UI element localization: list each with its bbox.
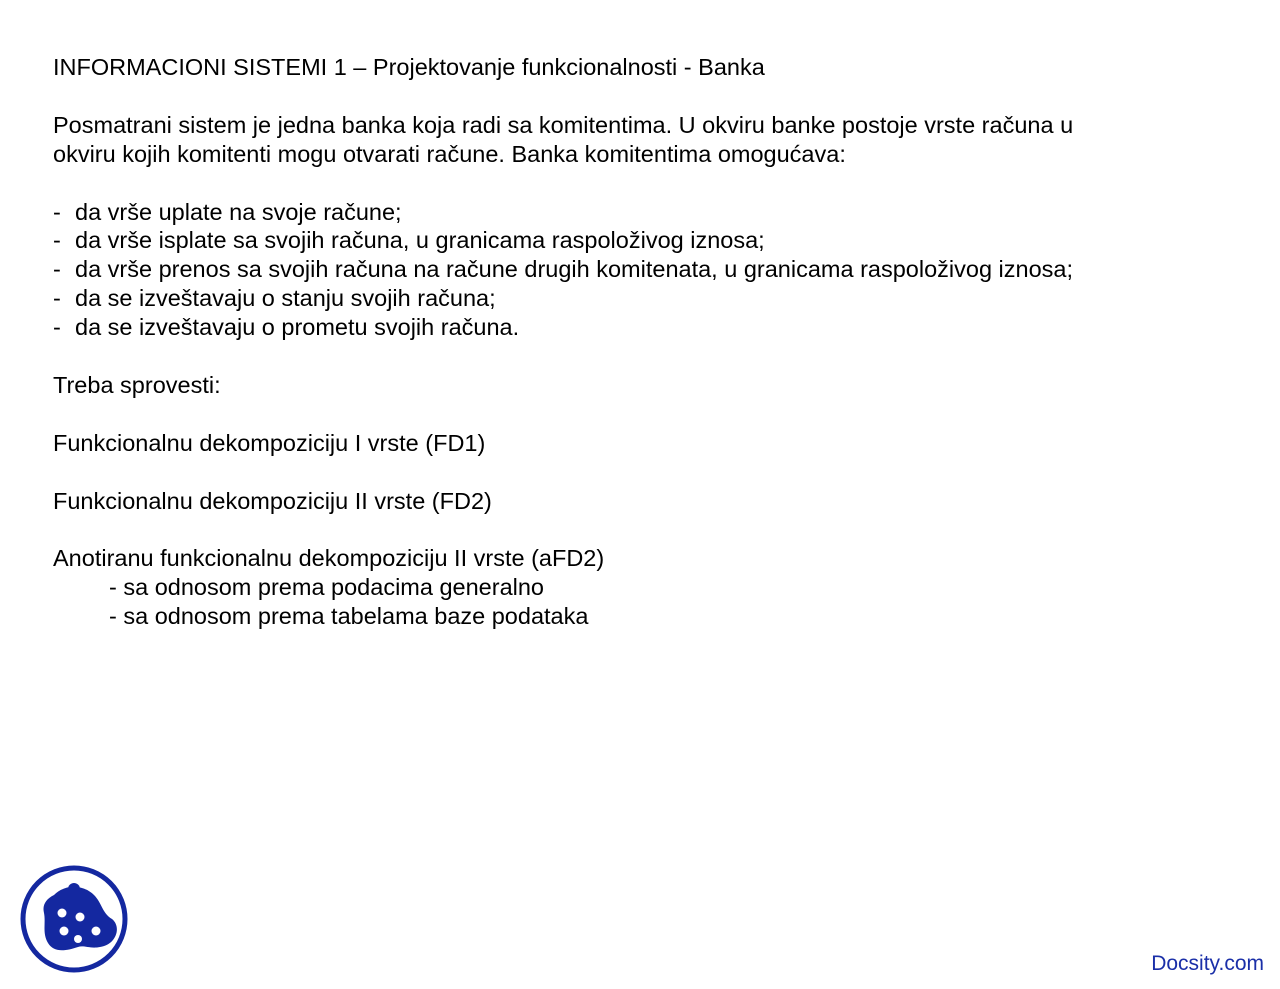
docsity-brand-link[interactable]: Docsity.com xyxy=(1151,952,1264,975)
list-item xyxy=(53,255,1243,284)
list-dash: - xyxy=(53,314,61,341)
list-item-text: da se izveštavaju o prometu svojih računa. xyxy=(75,314,520,341)
list-dash: - xyxy=(53,227,61,254)
list-item-text: da se izveštavaju o stanju svojih računa; xyxy=(75,285,496,312)
document-title: INFORMACIONI SISTEMI 1 – Projektovanje funkcionalnosti - Banka xyxy=(53,54,765,80)
spacer xyxy=(53,515,1243,544)
list-item xyxy=(53,198,1243,227)
list-item xyxy=(53,226,1243,255)
intro-line-1: Posmatrani sistem je jedna banka koja radi sa komitentima. U okviru banke postoje vrste računa u xyxy=(53,111,1074,138)
spacer xyxy=(53,400,1243,429)
spacer xyxy=(53,342,1243,371)
list-dash: - xyxy=(53,198,61,225)
intro-line-2: okviru kojih komitenti mogu otvarati račune. Banka komitentima omogućava: xyxy=(53,140,846,167)
spacer xyxy=(53,82,1243,111)
task-fd1: Funkcionalnu dekompoziciju I vrste (FD1) xyxy=(53,429,486,456)
docsity-logo-icon xyxy=(20,865,128,973)
task-afd2: Anotiranu funkcionalnu dekompoziciju II vrste (aFD2) xyxy=(53,545,605,572)
list-item xyxy=(53,313,1243,342)
list-item-text: da vrše isplate sa svojih računa, u granicama raspoloživog iznosa; xyxy=(75,227,765,254)
task-afd2-sub-item: - sa odnosom prema podacima generalno xyxy=(109,574,545,601)
spacer xyxy=(53,458,1243,487)
spacer xyxy=(53,169,1243,198)
feature-list xyxy=(53,198,1243,343)
list-item-text: da vrše prenos sa svojih računa na račune drugih komitenata, u granicama raspoloživog iznosa; xyxy=(75,256,1074,283)
document-page xyxy=(53,53,1243,631)
list-item-text: da vrše uplate na svoje račune; xyxy=(75,198,402,225)
task-afd2-sub-item: - sa odnosom prema tabelama baze podataka xyxy=(109,603,589,630)
list-dash: - xyxy=(53,256,61,283)
list-dash: - xyxy=(53,285,61,312)
task-fd2: Funkcionalnu dekompoziciju II vrste (FD2) xyxy=(53,487,492,514)
task-heading: Treba sprovesti: xyxy=(53,371,221,398)
list-item xyxy=(53,284,1243,313)
